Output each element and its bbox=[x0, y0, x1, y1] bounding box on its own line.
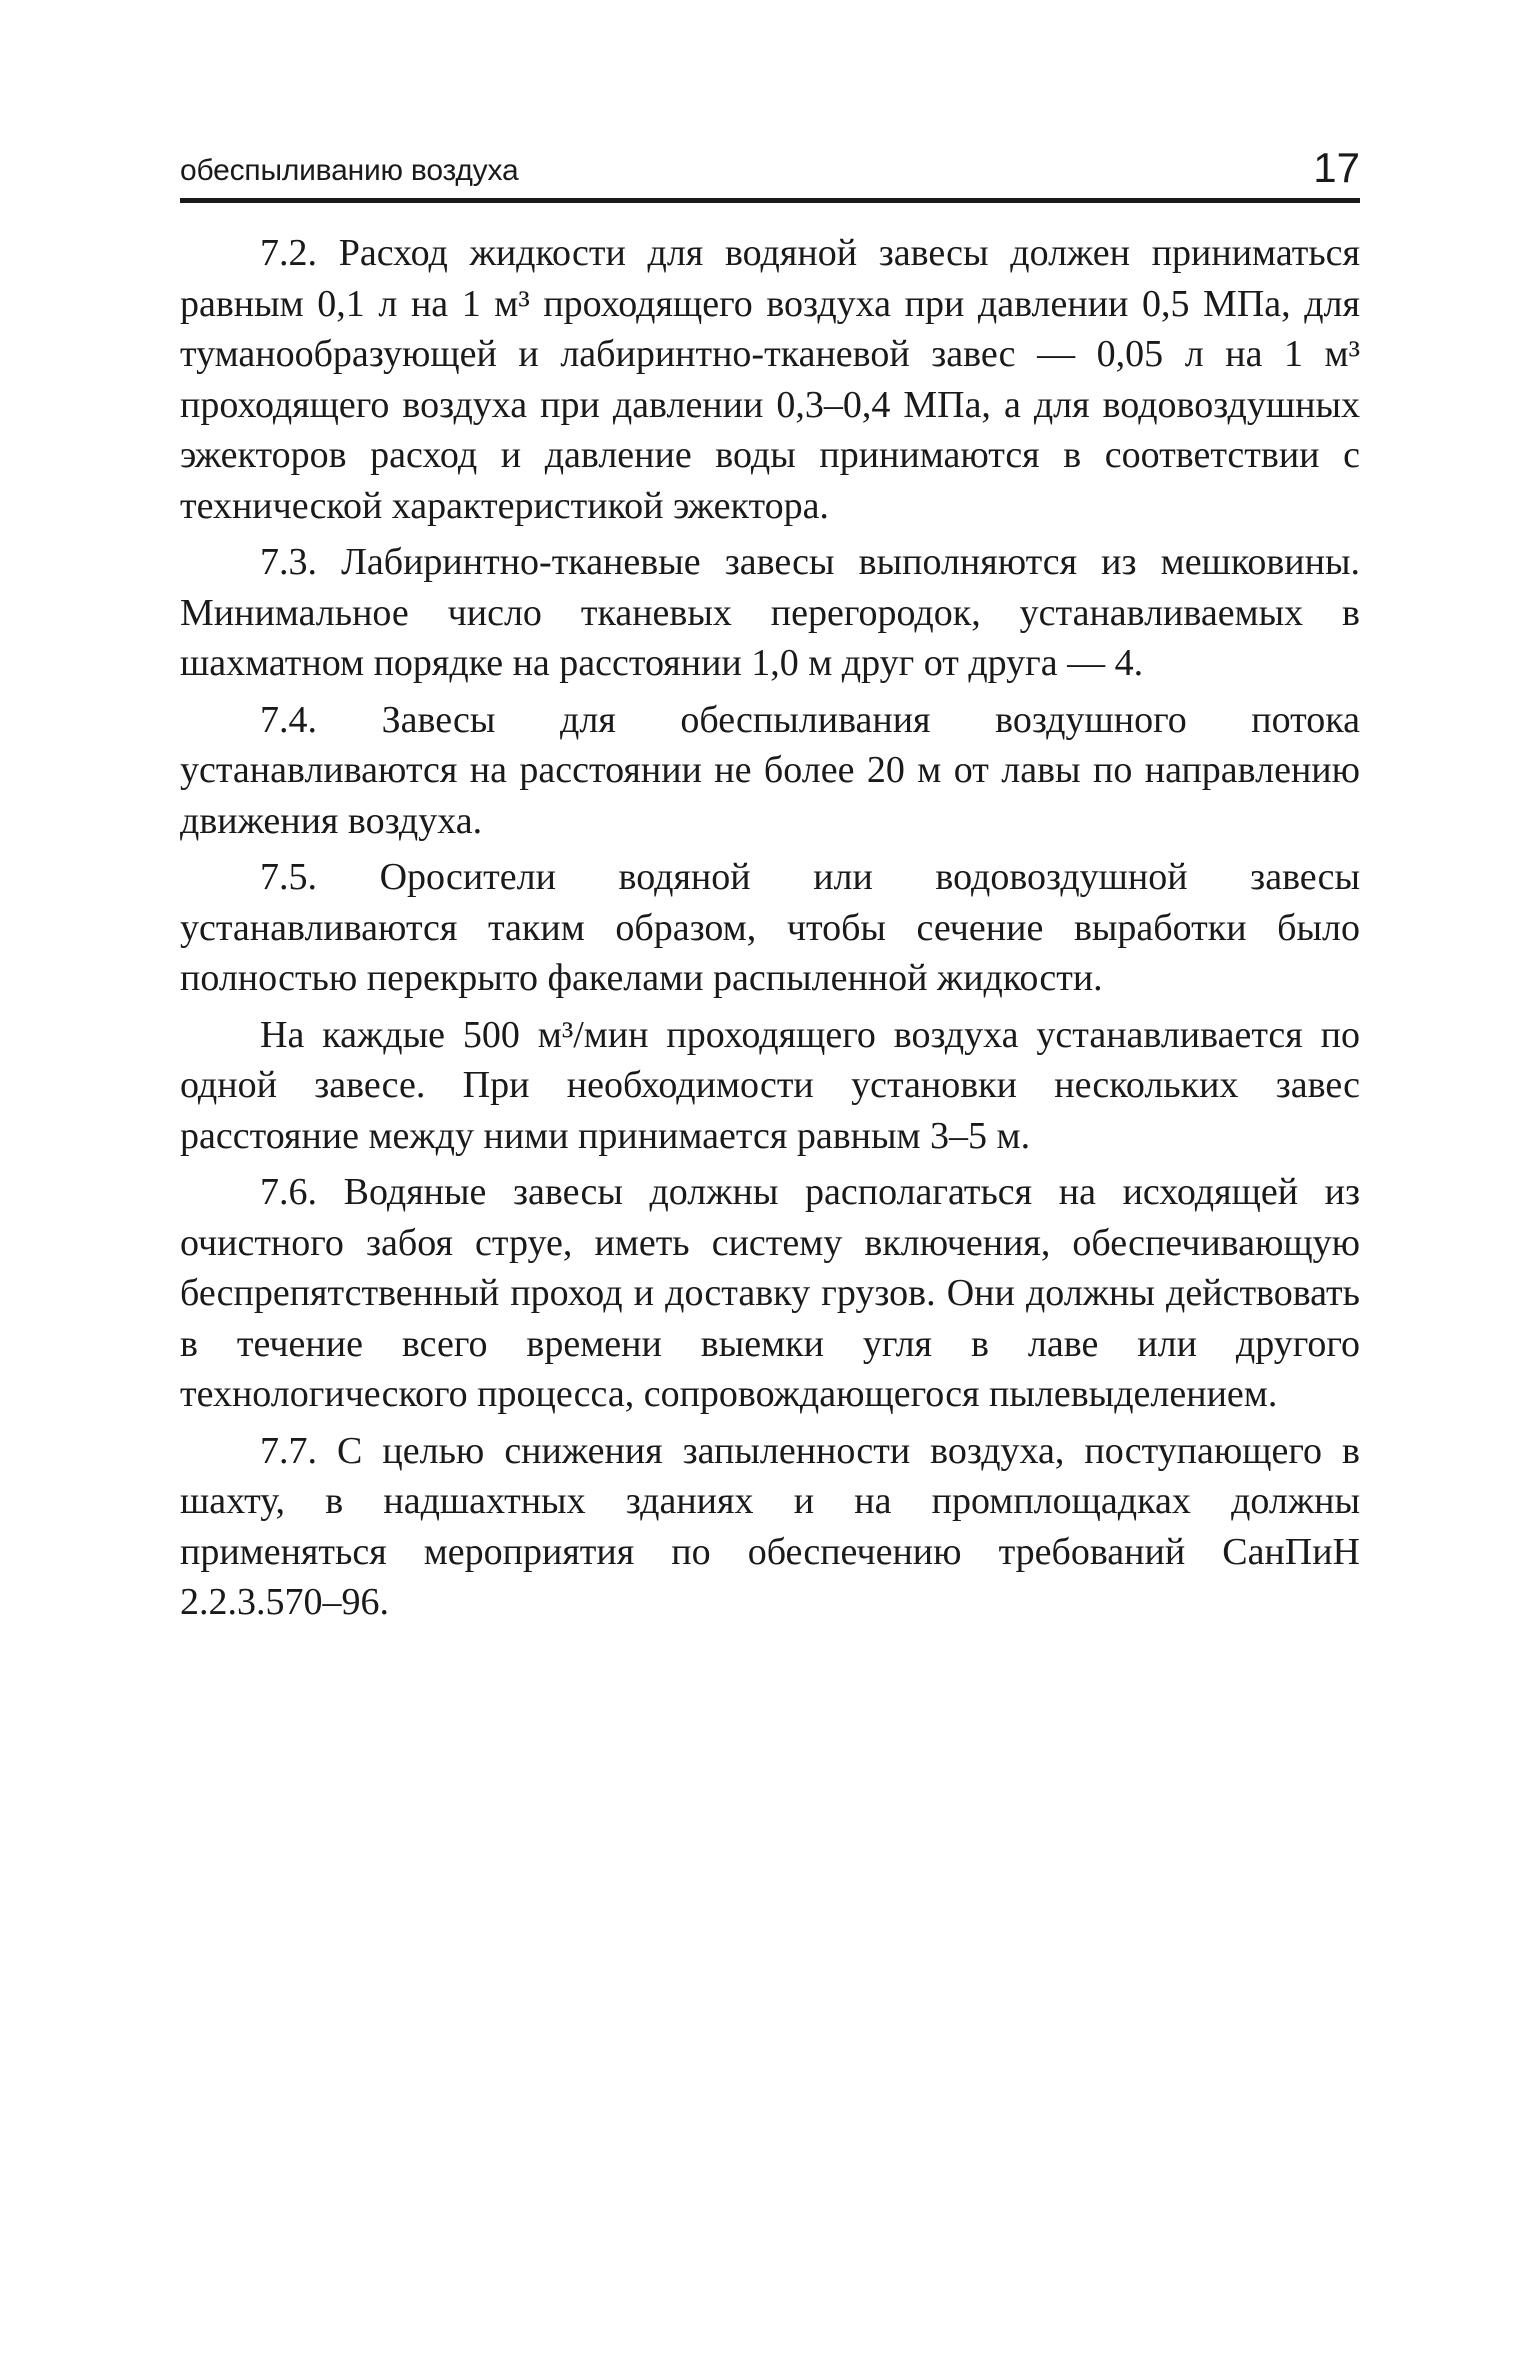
page-number: 17 bbox=[1313, 144, 1360, 191]
paragraph-7-5: 7.5. Оросители водяной или водовоздушной завесы устанавливаются таким образом, чтобы сечение выработки было полностью перекрыто факелами распыленной жидкости. bbox=[180, 856, 1360, 999]
paragraph-7-4: 7.4. Завесы для обеспыливания воздушного потока устанавливаются на расстоянии не более 20 м от лавы по направлению движения воздуха. bbox=[180, 698, 1360, 842]
paragraph-7-5-continued: На каждые 500 м³/мин проходящего воздуха устанавливается по одной завесе. При необходимости установки нескольких завес расстояние между ними принимается равным 3–5 м. bbox=[180, 1013, 1360, 1157]
header-divider bbox=[180, 198, 1360, 203]
paragraph-7-3: 7.3. Лабиринтно-тканевые завесы выполняются из мешковины. Минимальное число тканевых перегородок, устанавливаемых в шахматном порядке на расстоянии 1,0 м друг от друга — 4. bbox=[180, 541, 1360, 684]
paragraph-7-7: 7.7. С целью снижения запыленности воздуха, поступающего в шахту, в надшахтных зданиях и на промплощадках должны применяться мероприятия по обеспечению требований СанПиН 2.2.3.570–96. bbox=[180, 1429, 1360, 1623]
header-title: обеспыливанию воздуха bbox=[180, 154, 519, 187]
paragraph-7-6: 7.6. Водяные завесы должны располагаться на исходящей из очистного забоя струе, иметь систему включения, обеспечивающую беспрепятственный проход и доставку грузов. Они должны действовать в течение всего времени выемки угля в лаве или другого технологического процесса, сопровождающегося пылевыделением. bbox=[180, 1171, 1360, 1415]
body-text bbox=[180, 228, 1360, 1628]
running-header bbox=[180, 140, 1360, 196]
paragraph-7-2: 7.2. Расход жидкости для водяной завесы должен приниматься равным 0,1 л на 1 м³ проходящего воздуха при давлении 0,5 МПа, для туманообразующей и лабиринтно-тканевой завес — 0,05 л на 1 м³ проходящего воздуха при давлении 0,3–0,4 МПа, а для водовоздушных эжекторов расход и давление воды принимаются в соответствии с технической характеристикой эжектора. bbox=[180, 232, 1360, 527]
